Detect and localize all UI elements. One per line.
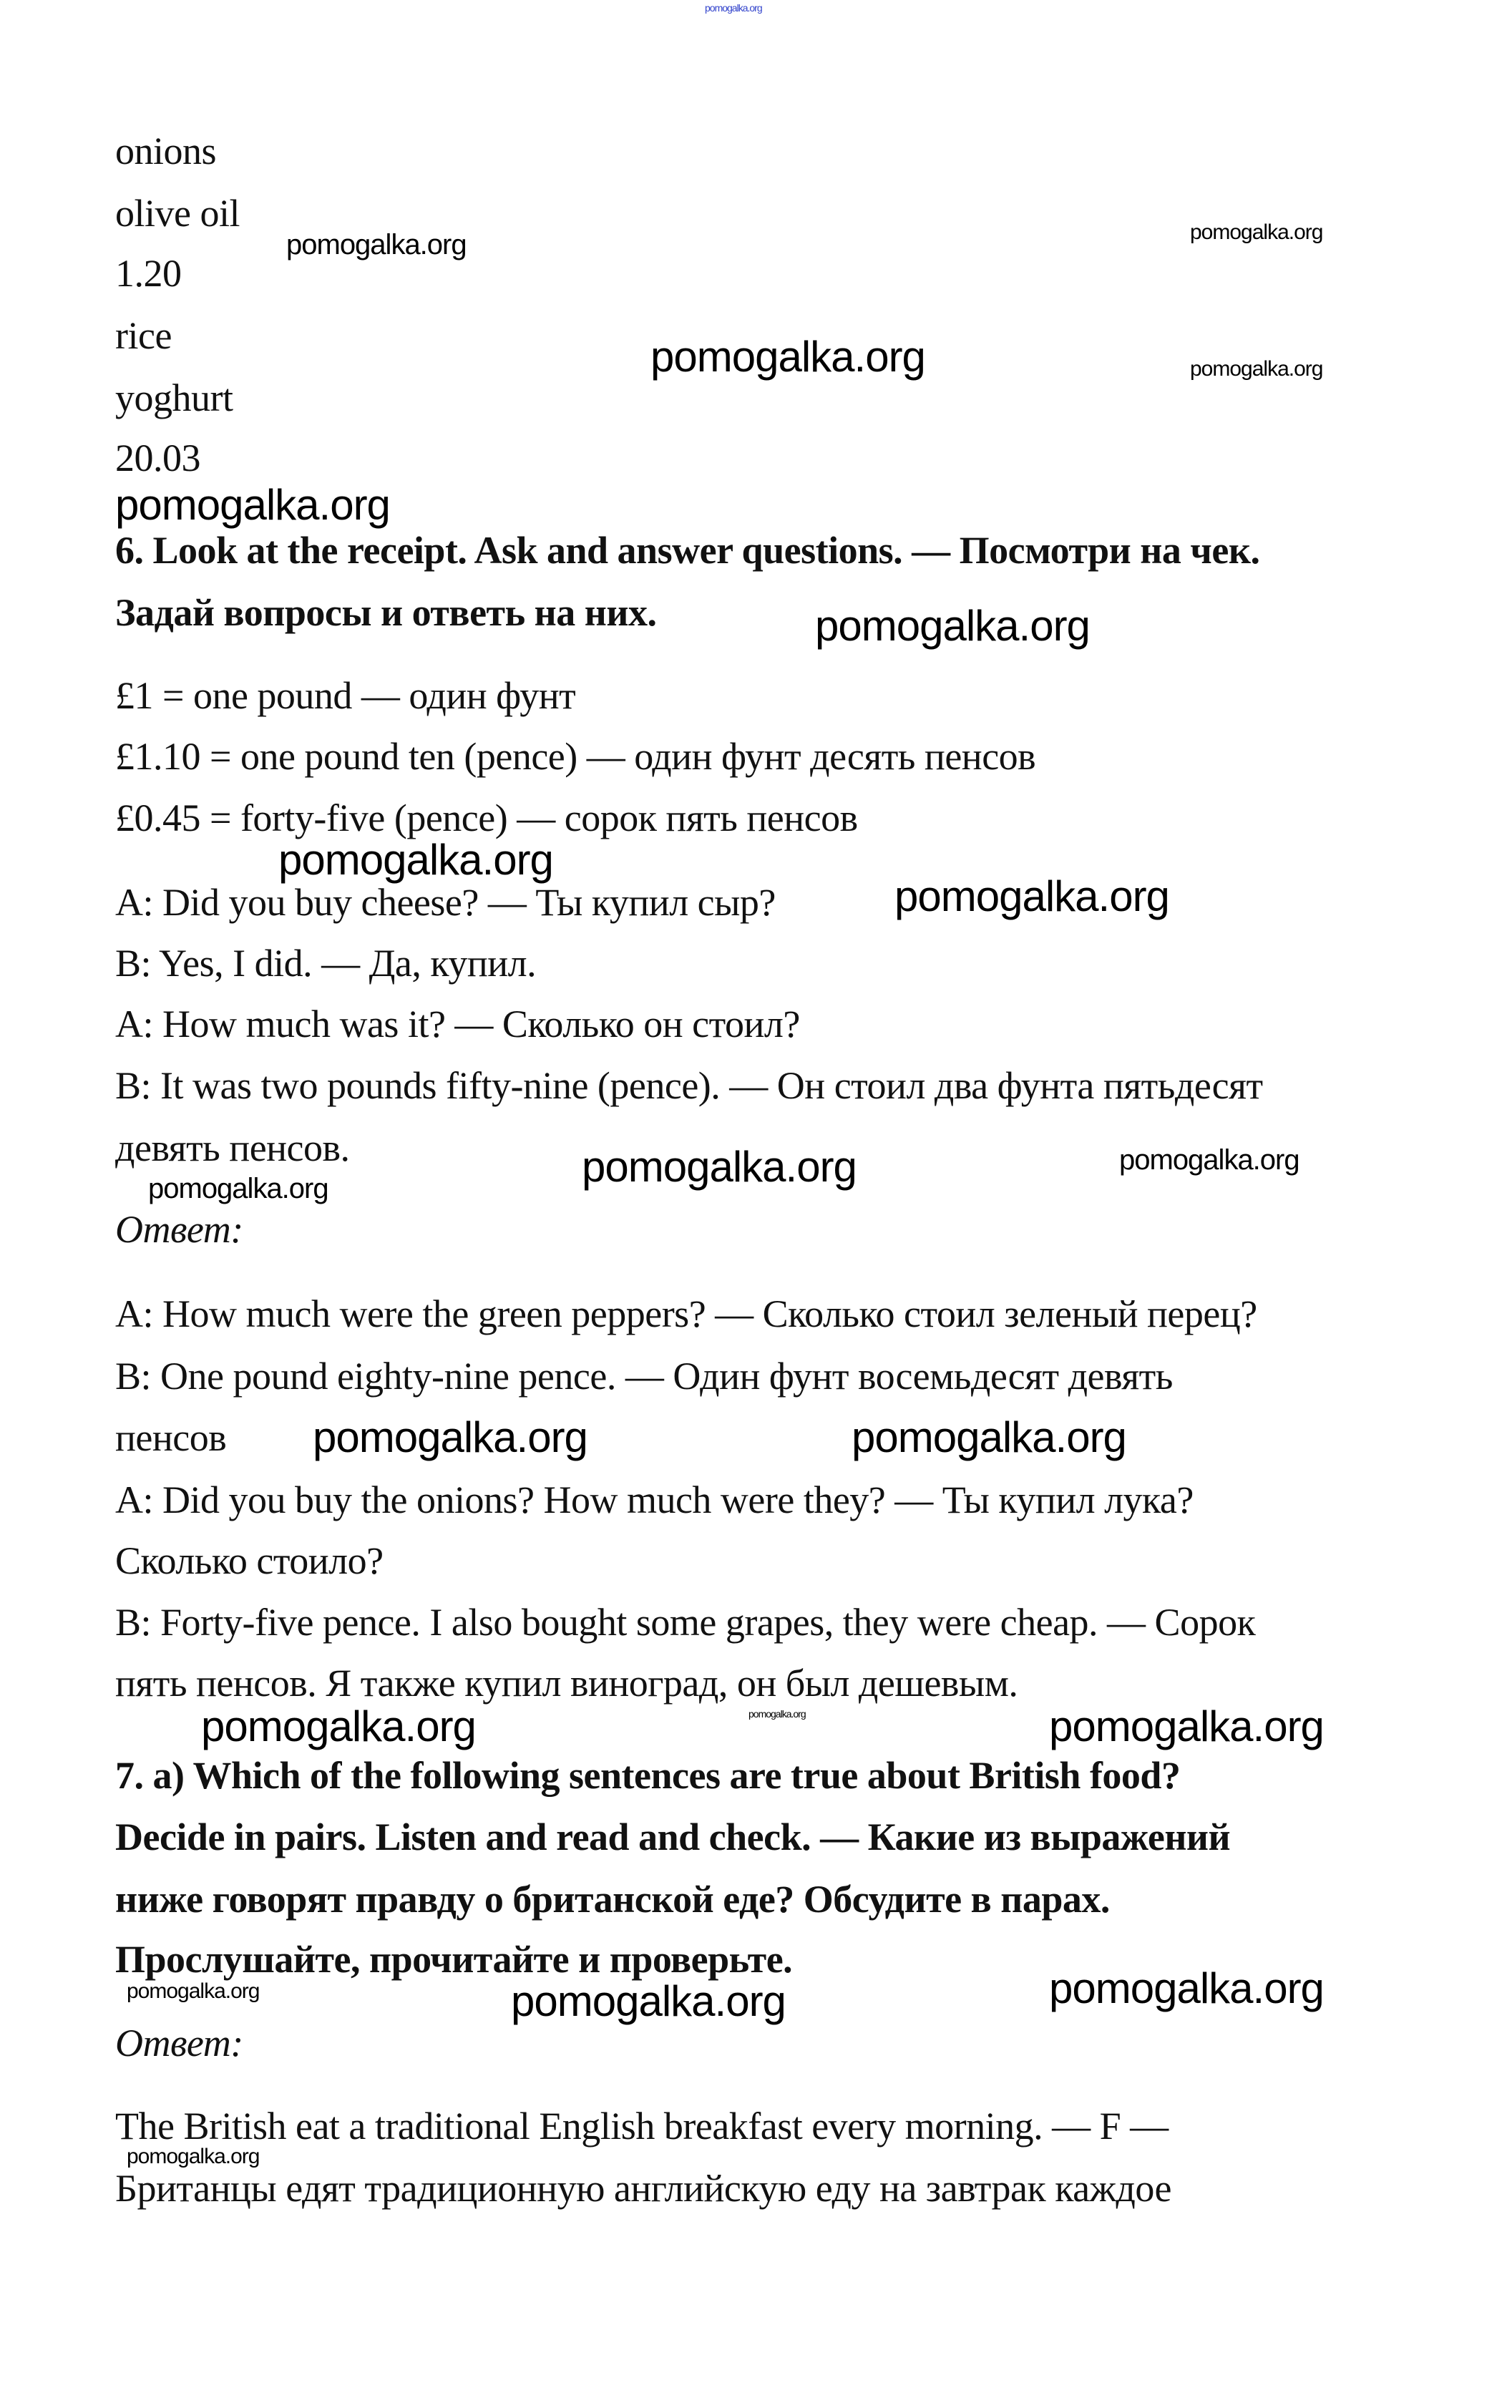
- text-line: onions: [115, 130, 217, 172]
- exercise-7-heading: Decide in pairs. Listen and read and check. — Какие из выражений: [115, 1815, 1231, 1858]
- dialogue-line: B: Forty-five pence. I also bought some grapes, they were cheap. — Сорок: [115, 1601, 1256, 1644]
- text-line: olive oil: [115, 192, 240, 235]
- text-line: 1.20: [115, 252, 182, 295]
- text-line: Британцы едят традиционную английскую еду на завтрак каждое: [115, 2167, 1172, 2210]
- text-line: £0.45 = forty-five (pence) — сорок пять пенсов: [115, 796, 858, 839]
- watermark: pomogalka.org: [1119, 1144, 1299, 1176]
- watermark: pomogalka.org: [705, 2, 762, 14]
- dialogue-line: A: How much were the green peppers? — Сколько стоил зеленый перец?: [115, 1292, 1257, 1335]
- watermark: pomogalka.org: [582, 1143, 857, 1191]
- exercise-7-heading: Прослушайте, прочитайте и проверьте.: [115, 1938, 793, 1981]
- dialogue-line: B: One pound eighty-nine pence. — Один фунт восемьдесят девять: [115, 1355, 1173, 1398]
- dialogue-line: A: Did you buy cheese? — Ты купил сыр?: [115, 881, 776, 924]
- text-line: The British eat a traditional English breakfast every morning. — F —: [115, 2105, 1169, 2148]
- exercise-6-heading: 6. Look at the receipt. Ask and answer questions. — Посмотри на чек.: [115, 529, 1260, 572]
- text-line: yoghurt: [115, 376, 233, 419]
- watermark: pomogalka.org: [894, 872, 1169, 920]
- watermark: pomogalka.org: [748, 1708, 806, 1720]
- dialogue-line: Сколько стоило?: [115, 1539, 384, 1582]
- watermark: pomogalka.org: [511, 1977, 786, 2025]
- watermark: pomogalka.org: [1049, 1964, 1324, 2012]
- watermark: pomogalka.org: [201, 1702, 476, 1750]
- watermark: pomogalka.org: [286, 229, 467, 260]
- answer-label: Ответ:: [115, 2022, 243, 2065]
- watermark: pomogalka.org: [1190, 357, 1323, 381]
- watermark: pomogalka.org: [313, 1413, 587, 1461]
- exercise-7-heading: 7. a) Which of the following sentences are true about British food?: [115, 1754, 1181, 1797]
- watermark: pomogalka.org: [278, 836, 553, 884]
- watermark: pomogalka.org: [1049, 1702, 1324, 1750]
- watermark: pomogalka.org: [650, 333, 925, 381]
- dialogue-line: пять пенсов. Я также купил виноград, он был дешевым.: [115, 1662, 1018, 1705]
- text-line: rice: [115, 314, 172, 357]
- dialogue-line: A: Did you buy the onions? How much were they? — Ты купил лука?: [115, 1478, 1194, 1521]
- exercise-7-heading: ниже говорят правду о британской еде? Обсудите в парах.: [115, 1878, 1110, 1921]
- watermark: pomogalka.org: [127, 1979, 260, 2003]
- dialogue-line: B: Yes, I did. — Да, купил.: [115, 942, 537, 985]
- text-line: 20.03: [115, 437, 200, 479]
- text-line: £1 = one pound — один фунт: [115, 674, 576, 717]
- dialogue-line: девять пенсов.: [115, 1126, 350, 1169]
- dialogue-line: B: It was two pounds fifty-nine (pence). — Он стоил два фунта пятьдесят: [115, 1064, 1263, 1107]
- watermark: pomogalka.org: [115, 481, 390, 529]
- exercise-6-heading: Задай вопросы и ответь на них.: [115, 591, 657, 634]
- dialogue-line: A: How much was it? — Сколько он стоил?: [115, 1003, 800, 1045]
- answer-label: Ответ:: [115, 1208, 243, 1251]
- text-line: £1.10 = one pound ten (pence) — один фунт десять пенсов: [115, 735, 1036, 778]
- watermark: pomogalka.org: [852, 1413, 1126, 1461]
- watermark: pomogalka.org: [815, 602, 1090, 650]
- dialogue-line: пенсов: [115, 1416, 227, 1459]
- watermark: pomogalka.org: [1190, 220, 1323, 244]
- watermark: pomogalka.org: [148, 1173, 328, 1204]
- watermark: pomogalka.org: [127, 2145, 260, 2168]
